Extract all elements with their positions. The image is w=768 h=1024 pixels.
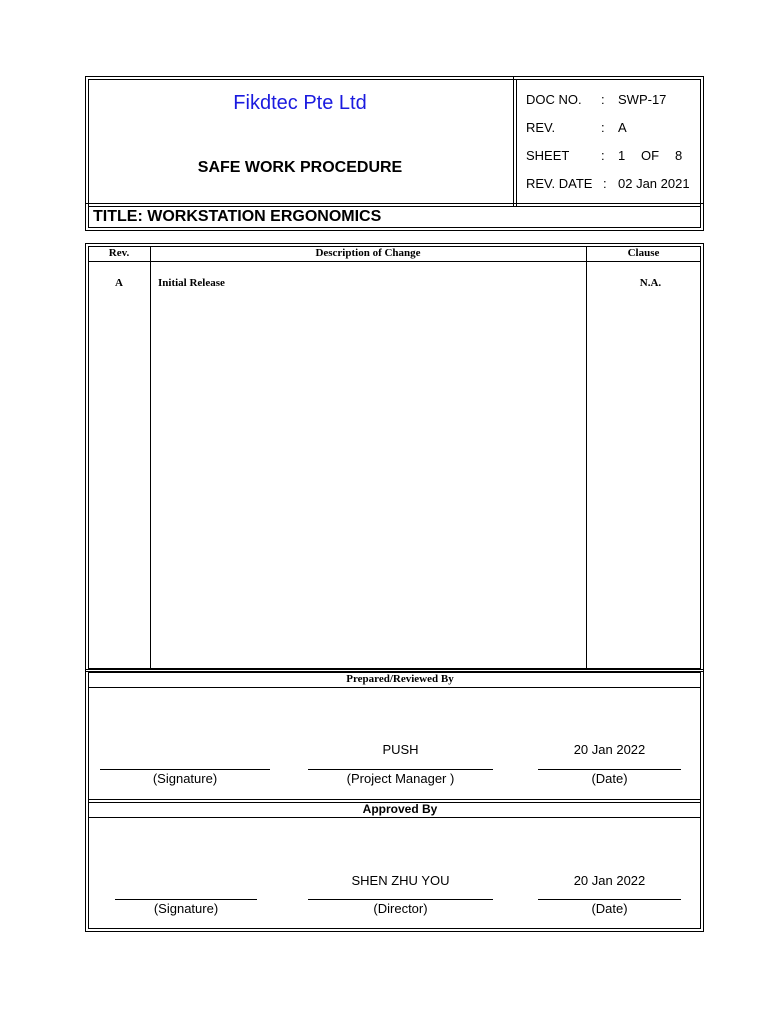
revision-col-divider: [586, 246, 587, 669]
signature-section-inner: [88, 672, 701, 929]
doc-no-label: DOC NO.: [526, 92, 582, 107]
date-caption: (Date): [591, 901, 628, 916]
title-rule: [85, 203, 704, 204]
meta-divider: [513, 76, 514, 206]
revision-col-divider: [150, 246, 151, 669]
rev-date-label: REV. DATE: [526, 176, 593, 191]
signature-caption: (Signature): [152, 771, 218, 786]
approver-name: SHEN ZHU YOU: [351, 873, 450, 888]
prepared-date: 20 Jan 2022: [573, 742, 646, 757]
date-line: [538, 899, 681, 900]
col-header-description: Description of Change: [315, 247, 421, 259]
row-rev: A: [115, 277, 123, 289]
rev-value: A: [618, 120, 627, 135]
signature-line: [115, 899, 257, 900]
row-clause: N.A.: [639, 277, 662, 289]
approved-section-rule: [88, 799, 701, 800]
meta-sep: :: [601, 120, 605, 135]
prepared-heading: Prepared/Reviewed By: [346, 673, 454, 685]
sheet-total: 8: [675, 148, 683, 163]
signature-caption: (Signature): [153, 901, 219, 916]
col-header-rev: Rev.: [108, 247, 130, 259]
meta-sep: :: [601, 148, 605, 163]
approved-heading: Approved By: [362, 802, 438, 816]
meta-divider-inner: [516, 79, 517, 206]
role-caption: (Director): [373, 901, 428, 916]
sheet-number: 1: [618, 148, 626, 163]
col-header-clause: Clause: [627, 247, 660, 259]
role-line: [308, 769, 493, 770]
rev-label: REV.: [526, 120, 556, 135]
company-name: Fikdtec Pte Ltd: [233, 92, 367, 114]
meta-sep: :: [603, 176, 607, 191]
sheet-label: SHEET: [526, 148, 570, 163]
approved-date: 20 Jan 2022: [573, 873, 646, 888]
sheet-of: OF: [641, 148, 660, 163]
signature-line: [100, 769, 270, 770]
meta-sep: :: [601, 92, 605, 107]
revision-header-rule: [88, 261, 701, 262]
document-type: SAFE WORK PROCEDURE: [197, 159, 403, 176]
revision-table-inner: [88, 246, 701, 669]
doc-no-value: SWP-17: [618, 92, 667, 107]
title-rule-inner: [88, 206, 701, 207]
approved-heading-rule: [88, 817, 701, 818]
rev-date-value: 02 Jan 2021: [618, 176, 690, 191]
document-title: TITLE: WORKSTATION ERGONOMICS: [93, 208, 382, 225]
role-caption: (Project Manager ): [346, 771, 455, 786]
preparer-name: PUSH: [382, 742, 419, 757]
prepared-heading-rule: [88, 687, 701, 688]
row-description: Initial Release: [158, 277, 225, 289]
date-line: [538, 769, 681, 770]
date-caption: (Date): [591, 771, 628, 786]
role-line: [308, 899, 493, 900]
